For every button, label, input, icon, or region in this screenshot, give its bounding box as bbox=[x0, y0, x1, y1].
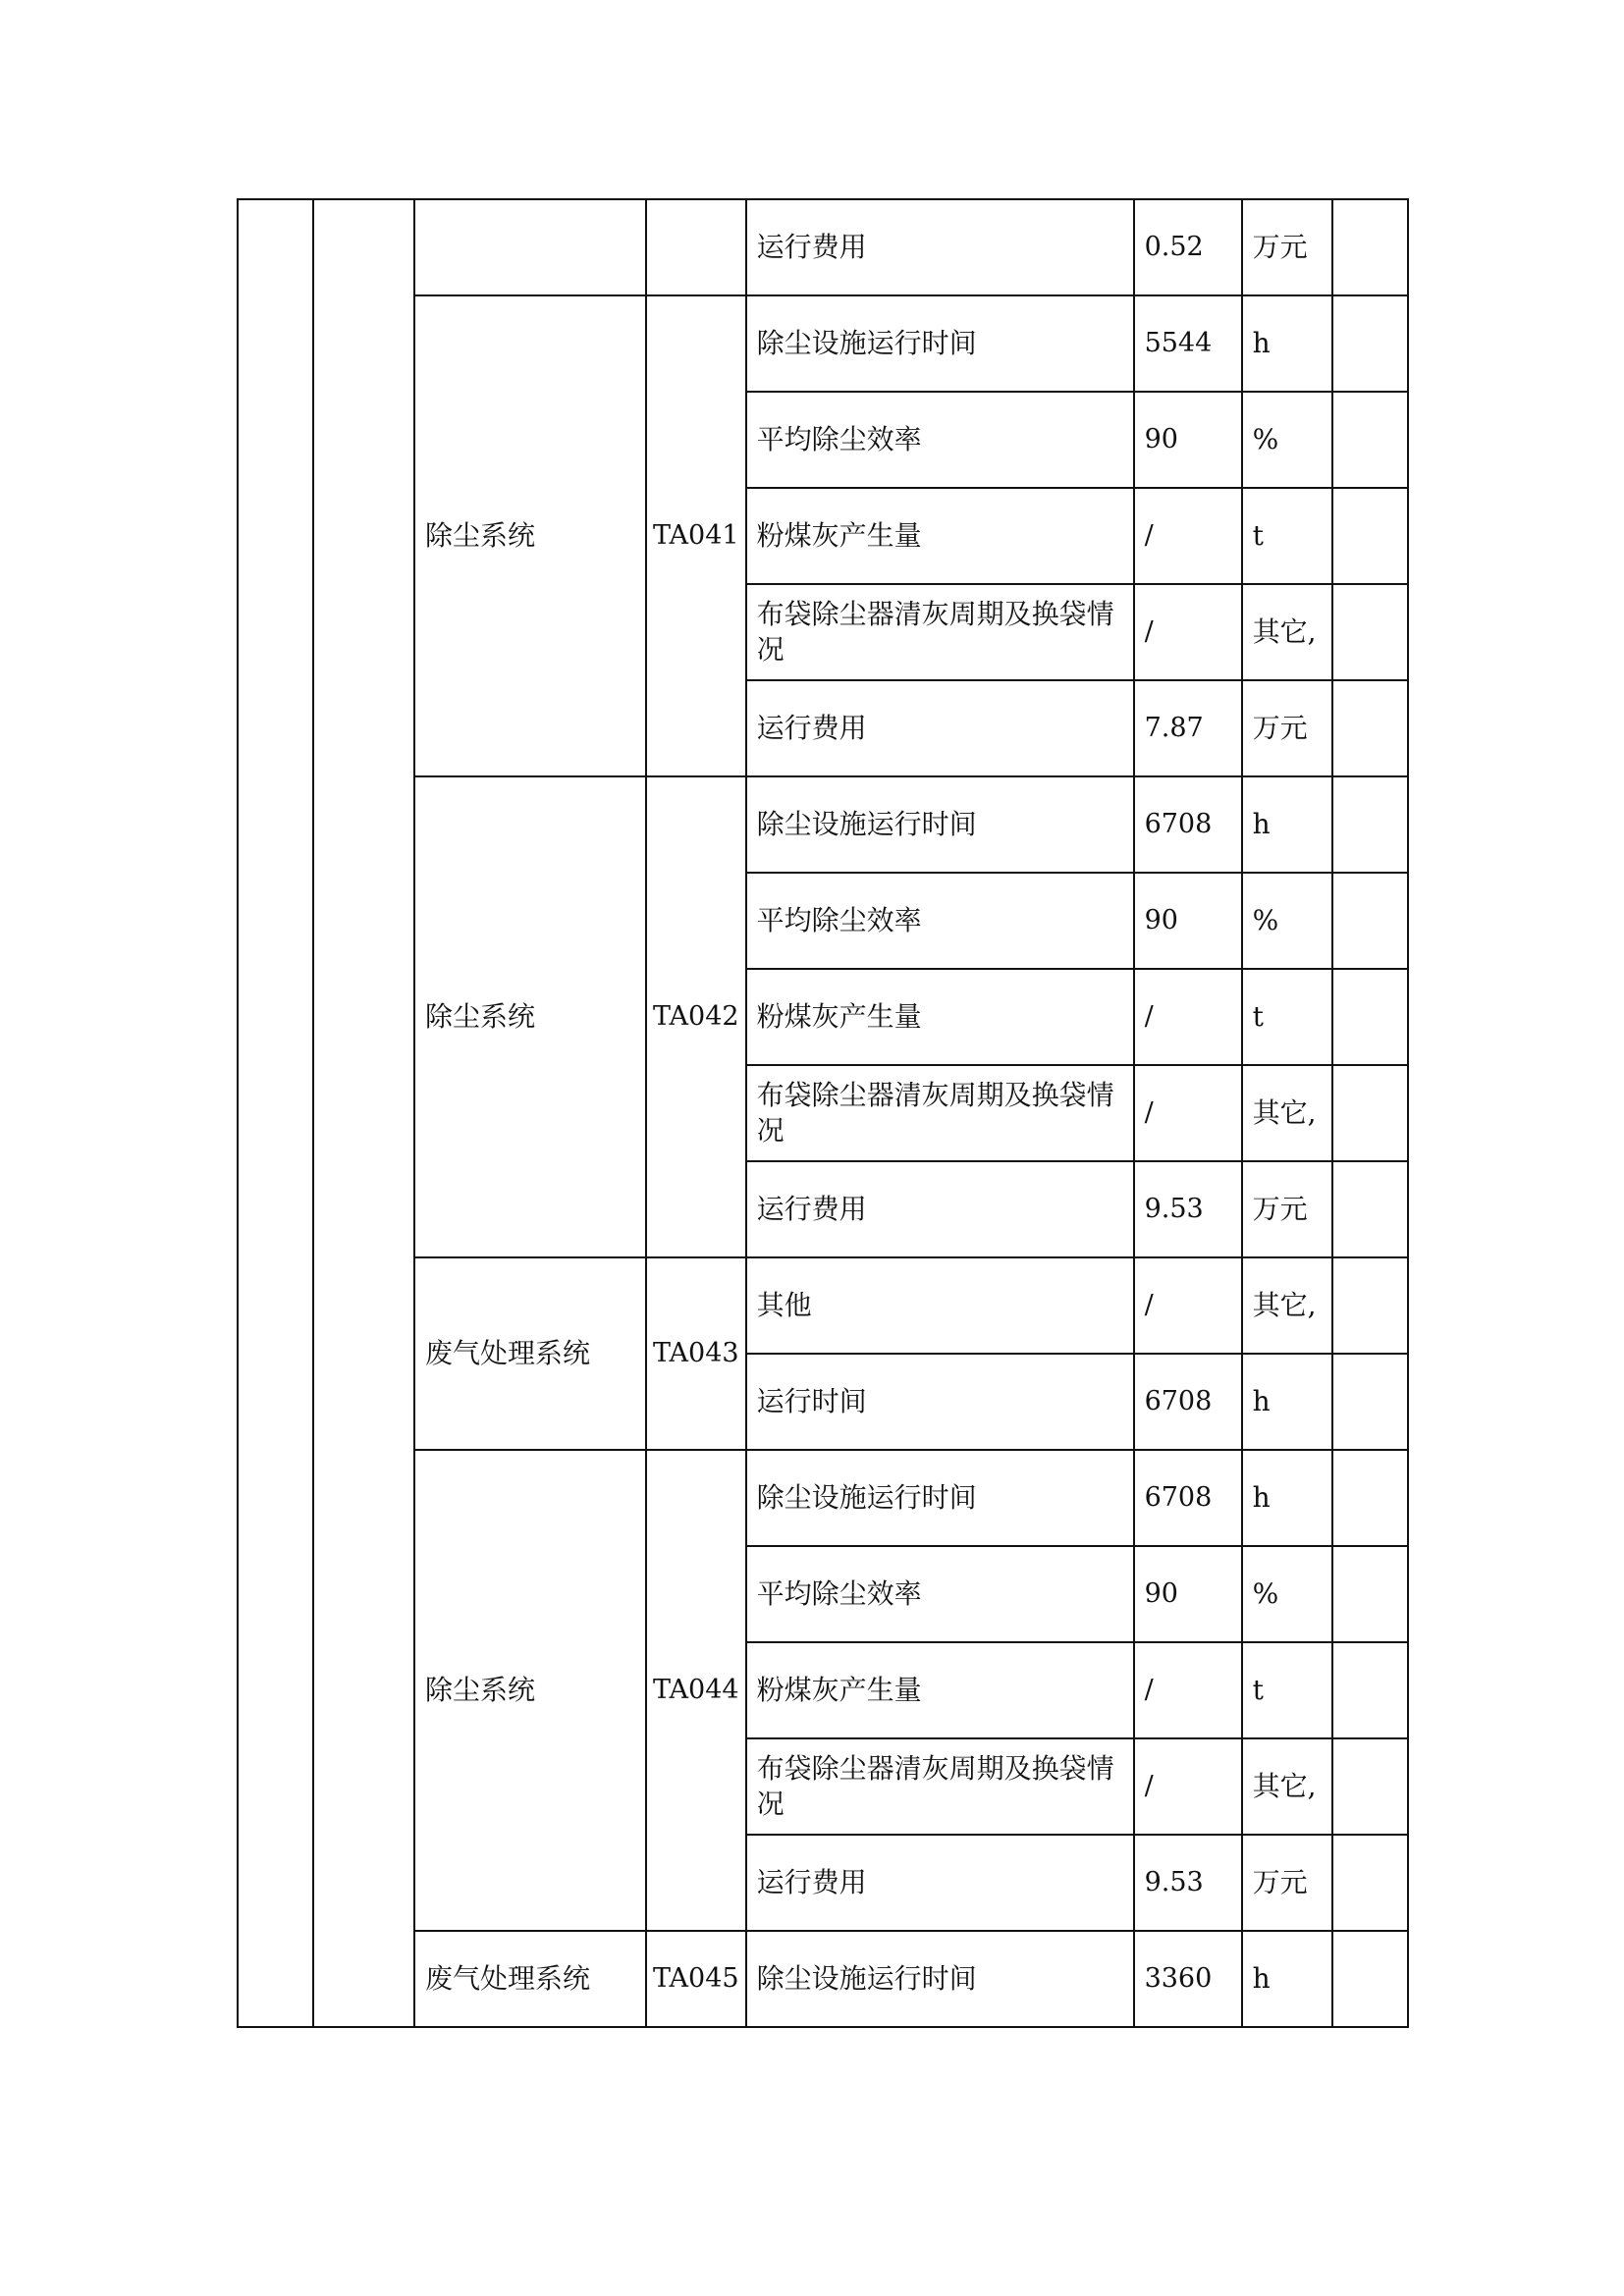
unit-cell: 万元 bbox=[1242, 680, 1332, 776]
indicator-cell: 除尘设施运行时间 bbox=[746, 776, 1134, 873]
remarks-cell bbox=[1332, 584, 1408, 680]
indicator-cell: 运行费用 bbox=[746, 680, 1134, 776]
remarks-cell bbox=[1332, 1931, 1408, 2027]
indicator-cell: 运行费用 bbox=[746, 1161, 1134, 1257]
unit-cell: h bbox=[1242, 295, 1332, 392]
indicator-cell: 运行费用 bbox=[746, 199, 1134, 295]
remarks-cell bbox=[1332, 199, 1408, 295]
indicator-cell: 除尘设施运行时间 bbox=[746, 295, 1134, 392]
remarks-cell bbox=[1332, 1642, 1408, 1738]
value-cell: 6708 bbox=[1134, 1354, 1242, 1450]
unit-cell: t bbox=[1242, 488, 1332, 584]
indicator-cell: 布袋除尘器清灰周期及换袋情况 bbox=[746, 1738, 1134, 1835]
table-body bbox=[238, 199, 1408, 2027]
remarks-cell bbox=[1332, 680, 1408, 776]
facility-code-cell bbox=[646, 199, 746, 295]
system-name-cell: 除尘系统 bbox=[414, 295, 646, 776]
indicator-cell: 除尘设施运行时间 bbox=[746, 1931, 1134, 2027]
unit-cell: 万元 bbox=[1242, 1161, 1332, 1257]
table-row bbox=[238, 199, 1408, 295]
facility-code-cell: TA045 bbox=[646, 1931, 746, 2027]
unit-cell: 万元 bbox=[1242, 1835, 1332, 1931]
facility-code-cell: TA042 bbox=[646, 776, 746, 1257]
unit-cell: h bbox=[1242, 1354, 1332, 1450]
indicator-cell: 运行费用 bbox=[746, 1835, 1134, 1931]
value-cell: 0.52 bbox=[1134, 199, 1242, 295]
indicator-cell: 平均除尘效率 bbox=[746, 392, 1134, 488]
remarks-cell bbox=[1332, 488, 1408, 584]
indicator-cell: 粉煤灰产生量 bbox=[746, 969, 1134, 1065]
value-cell: 6708 bbox=[1134, 1450, 1242, 1546]
remarks-cell bbox=[1332, 1354, 1408, 1450]
value-cell: 3360 bbox=[1134, 1931, 1242, 2027]
indicator-cell: 除尘设施运行时间 bbox=[746, 1450, 1134, 1546]
unit-cell: t bbox=[1242, 969, 1332, 1065]
indicator-cell: 平均除尘效率 bbox=[746, 873, 1134, 969]
indicator-cell: 其他 bbox=[746, 1257, 1134, 1354]
unit-cell: % bbox=[1242, 873, 1332, 969]
value-cell: / bbox=[1134, 1257, 1242, 1354]
unit-cell: % bbox=[1242, 1546, 1332, 1642]
value-cell: 6708 bbox=[1134, 776, 1242, 873]
unit-cell: 其它, bbox=[1242, 584, 1332, 680]
remarks-cell bbox=[1332, 1835, 1408, 1931]
indicator-cell: 平均除尘效率 bbox=[746, 1546, 1134, 1642]
system-name-cell: 除尘系统 bbox=[414, 1450, 646, 1931]
value-cell: 9.53 bbox=[1134, 1835, 1242, 1931]
subcategory-cell bbox=[313, 199, 414, 2027]
value-cell: / bbox=[1134, 584, 1242, 680]
indicator-cell: 布袋除尘器清灰周期及换袋情况 bbox=[746, 1065, 1134, 1161]
remarks-cell bbox=[1332, 776, 1408, 873]
unit-cell: h bbox=[1242, 1450, 1332, 1546]
facility-code-cell: TA044 bbox=[646, 1450, 746, 1931]
monitoring-table bbox=[237, 198, 1409, 2028]
unit-cell: 其它, bbox=[1242, 1257, 1332, 1354]
value-cell: / bbox=[1134, 1642, 1242, 1738]
value-cell: / bbox=[1134, 1738, 1242, 1835]
value-cell: 7.87 bbox=[1134, 680, 1242, 776]
unit-cell: h bbox=[1242, 1931, 1332, 2027]
remarks-cell bbox=[1332, 1738, 1408, 1835]
unit-cell: t bbox=[1242, 1642, 1332, 1738]
value-cell: / bbox=[1134, 969, 1242, 1065]
indicator-cell: 布袋除尘器清灰周期及换袋情况 bbox=[746, 584, 1134, 680]
indicator-cell: 粉煤灰产生量 bbox=[746, 488, 1134, 584]
remarks-cell bbox=[1332, 1257, 1408, 1354]
unit-cell: 万元 bbox=[1242, 199, 1332, 295]
unit-cell: % bbox=[1242, 392, 1332, 488]
system-name-cell: 除尘系统 bbox=[414, 776, 646, 1257]
remarks-cell bbox=[1332, 392, 1408, 488]
value-cell: 90 bbox=[1134, 873, 1242, 969]
value-cell: 9.53 bbox=[1134, 1161, 1242, 1257]
facility-code-cell: TA043 bbox=[646, 1257, 746, 1450]
indicator-cell: 粉煤灰产生量 bbox=[746, 1642, 1134, 1738]
value-cell: 5544 bbox=[1134, 295, 1242, 392]
value-cell: 90 bbox=[1134, 1546, 1242, 1642]
system-name-cell bbox=[414, 199, 646, 295]
value-cell: / bbox=[1134, 1065, 1242, 1161]
value-cell: 90 bbox=[1134, 392, 1242, 488]
unit-cell: 其它, bbox=[1242, 1065, 1332, 1161]
remarks-cell bbox=[1332, 1065, 1408, 1161]
unit-cell: h bbox=[1242, 776, 1332, 873]
remarks-cell bbox=[1332, 295, 1408, 392]
unit-cell: 其它, bbox=[1242, 1738, 1332, 1835]
remarks-cell bbox=[1332, 1546, 1408, 1642]
value-cell: / bbox=[1134, 488, 1242, 584]
remarks-cell bbox=[1332, 873, 1408, 969]
remarks-cell bbox=[1332, 969, 1408, 1065]
indicator-cell: 运行时间 bbox=[746, 1354, 1134, 1450]
category-cell bbox=[238, 199, 313, 2027]
system-name-cell: 废气处理系统 bbox=[414, 1931, 646, 2027]
remarks-cell bbox=[1332, 1450, 1408, 1546]
remarks-cell bbox=[1332, 1161, 1408, 1257]
system-name-cell: 废气处理系统 bbox=[414, 1257, 646, 1450]
facility-code-cell: TA041 bbox=[646, 295, 746, 776]
